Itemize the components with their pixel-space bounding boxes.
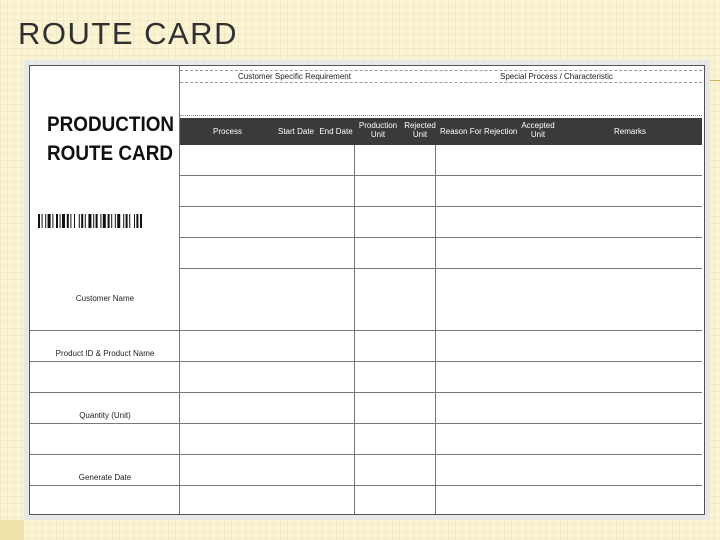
barcode-bar: [48, 214, 51, 228]
barcode-bar: [108, 214, 110, 228]
header-production-unit: [356, 121, 400, 139]
route-card-image: [24, 60, 710, 520]
barcode-bar: [129, 214, 130, 228]
barcode-bar: [134, 214, 135, 228]
row-divider: [180, 392, 702, 393]
dashed-line: [180, 82, 702, 83]
barcode-bar: [140, 214, 142, 228]
header-accepted-unit: [518, 121, 558, 139]
form-title-line2: ROUTE CARD: [47, 142, 173, 165]
header-production-unit-line1: Production: [358, 121, 398, 130]
row-divider: [180, 361, 702, 362]
header-production-unit-line2: Unit: [370, 130, 386, 139]
barcode-bar: [38, 214, 40, 228]
blank-row: [30, 362, 180, 393]
quantity-label: Quantity (Unit): [79, 411, 131, 420]
barcode-bar: [79, 214, 80, 228]
table-body: [180, 145, 702, 514]
header-end-date: End Date: [319, 127, 353, 136]
customer-requirement-label: Customer Specific Requirement: [238, 72, 351, 81]
barcode-bar: [67, 214, 69, 228]
barcode-bar: [100, 214, 101, 228]
table-header: [180, 118, 702, 145]
barcode-icon: [38, 214, 173, 228]
barcode-bar: [123, 214, 124, 228]
slide-title: ROUTE CARD: [18, 16, 238, 51]
product-id-label: Product ID & Product Name: [55, 349, 155, 358]
barcode-bar: [74, 214, 75, 228]
route-card-form: [29, 65, 705, 515]
row-divider: [180, 268, 702, 269]
decorative-corner: [0, 520, 24, 540]
customer-name-label: Customer Name: [75, 294, 135, 303]
form-title-line1: PRODUCTION: [47, 113, 175, 136]
row-divider: [180, 237, 702, 238]
generate-date-row: [30, 455, 180, 486]
barcode-bar: [45, 214, 46, 228]
barcode-bar: [93, 214, 94, 228]
barcode-bar: [88, 214, 91, 228]
header-remarks: Remarks: [613, 127, 646, 136]
product-id-row: [30, 331, 180, 362]
barcode-bar: [56, 214, 58, 228]
row-divider: [180, 423, 702, 424]
barcode-bar: [85, 214, 86, 228]
barcode-bar: [96, 214, 98, 228]
header-start-date: Start Date: [277, 127, 314, 136]
requirements-row: [180, 66, 702, 116]
row-divider: [180, 454, 702, 455]
barcode-bar: [70, 214, 71, 228]
barcode-bar: [111, 214, 112, 228]
barcode-bar: [42, 214, 43, 228]
form-title: [47, 110, 174, 168]
right-panel: [180, 66, 702, 514]
special-process-label: Special Process / Characteristic: [500, 72, 613, 81]
blank-row: [30, 424, 180, 455]
row-divider: [180, 175, 702, 176]
barcode-bar: [52, 214, 53, 228]
header-rejected-unit-line2: Unit: [412, 130, 428, 139]
header-rejected-unit: [400, 121, 440, 139]
header-accepted-unit-line2: Unit: [530, 130, 546, 139]
barcode-bar: [103, 214, 106, 228]
barcode-bar: [136, 214, 138, 228]
quantity-row: [30, 393, 180, 424]
dashed-line: [180, 70, 702, 71]
header-reason: Reason For Rejection: [440, 127, 518, 136]
barcode-bar: [126, 214, 128, 228]
left-panel: [30, 66, 180, 514]
barcode-bar: [62, 214, 65, 228]
row-divider: [180, 485, 702, 486]
customer-name-row: [30, 276, 180, 331]
row-divider: [180, 330, 702, 331]
barcode-bar: [81, 214, 83, 228]
header-accepted-unit-line1: Accepted: [521, 121, 555, 130]
barcode-bar: [117, 214, 120, 228]
barcode-bar: [115, 214, 116, 228]
row-divider: [180, 206, 702, 207]
generate-date-label: Generate Date: [78, 473, 132, 482]
barcode-bar: [60, 214, 61, 228]
header-rejected-unit-line1: Rejected: [404, 121, 436, 130]
header-process: Process: [213, 127, 242, 136]
